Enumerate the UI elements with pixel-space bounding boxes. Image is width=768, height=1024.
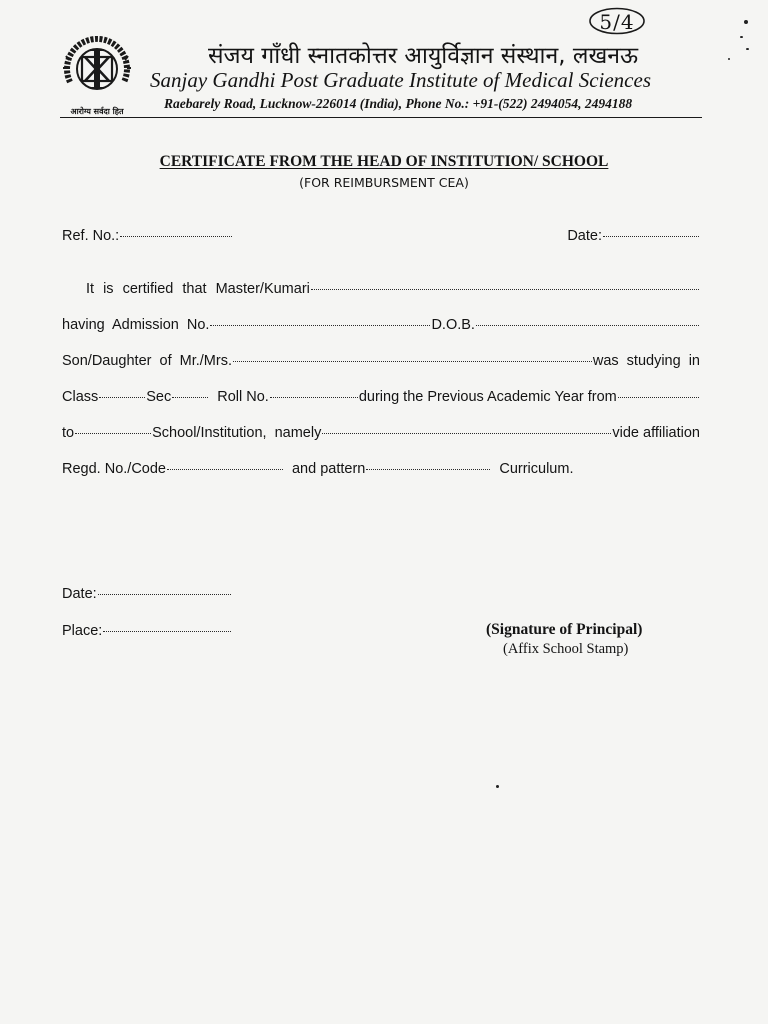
sec-field[interactable]	[172, 397, 208, 398]
footer-place-line	[62, 623, 232, 639]
certificate-subtitle: (FOR REIMBURSMENT CEA)	[299, 175, 469, 190]
school-name-field[interactable]	[322, 433, 611, 434]
academic-year-label: during the Previous Academic Year from	[358, 389, 617, 405]
institute-emblem-icon	[58, 36, 136, 122]
emblem-graphic	[58, 36, 136, 106]
handwritten-number: 5/4	[599, 10, 635, 34]
dob-label: D.O.B.	[431, 317, 475, 333]
studying-label: was studying in	[592, 353, 700, 369]
footer-date-line	[62, 586, 232, 602]
signature-label: (Signature of Principal)	[486, 621, 643, 638]
affiliation-label: vide affiliation	[612, 425, 700, 441]
date-field[interactable]	[603, 236, 699, 237]
footer-place-field[interactable]	[103, 631, 231, 632]
to-label: to	[62, 425, 75, 441]
institute-name-hindi: संजय गाँधी स्नातकोत्तर आयुर्विज्ञान संस्थान, लखनऊ	[208, 43, 639, 69]
dob-field[interactable]	[476, 325, 699, 326]
admission-line	[62, 317, 700, 333]
school-label: School/Institution, namely	[152, 425, 322, 441]
admission-no-field[interactable]	[210, 325, 430, 326]
certified-line	[62, 281, 700, 297]
parent-label: Son/Daughter of Mr./Mrs.	[62, 353, 232, 369]
footer-date-field[interactable]	[98, 594, 231, 595]
admission-label: having Admission No.	[62, 317, 210, 333]
footer-date-label: Date:	[62, 586, 97, 602]
class-label: Class	[62, 389, 99, 405]
pattern-field[interactable]	[366, 469, 490, 470]
certificate-title: CERTIFICATE FROM THE HEAD OF INSTITUTION/ SCHOOL	[159, 153, 609, 170]
regd-line	[62, 461, 700, 477]
institute-name-english: Sanjay Gandhi Post Graduate Institute of Medical Sciences	[150, 68, 651, 92]
regd-label: Regd. No./Code	[62, 461, 166, 477]
footer-place-label: Place:	[62, 623, 103, 639]
year-from-field[interactable]	[618, 397, 699, 398]
ref-no-field[interactable]	[120, 236, 232, 237]
handwritten-page-note	[588, 6, 646, 36]
student-name-field[interactable]	[311, 289, 699, 290]
roll-no-label: Roll No.	[217, 389, 269, 405]
class-field[interactable]	[99, 397, 145, 398]
parent-name-field[interactable]	[233, 361, 592, 362]
letterhead-divider	[60, 117, 702, 118]
ref-date-line	[62, 228, 700, 244]
parent-line	[62, 353, 700, 369]
emblem-motto: आरोग्य सर्वदा हित	[70, 107, 124, 116]
curriculum-label: Curriculum.	[499, 461, 574, 477]
date-label: Date:	[567, 228, 602, 244]
school-line	[62, 425, 700, 441]
sec-label: Sec	[146, 389, 172, 405]
year-to-field[interactable]	[75, 433, 151, 434]
ref-no-label: Ref. No.:	[62, 228, 120, 244]
roll-no-field[interactable]	[270, 397, 358, 398]
pattern-label: and pattern	[291, 461, 366, 477]
institute-address: Raebarely Road, Lucknow-226014 (India), Phone No.: +91-(522) 2494054, 2494188	[164, 96, 633, 111]
certified-label: It is certified that Master/Kumari	[86, 281, 310, 297]
stamp-label: (Affix School Stamp)	[503, 641, 629, 657]
regd-code-field[interactable]	[167, 469, 283, 470]
class-line	[62, 389, 700, 405]
